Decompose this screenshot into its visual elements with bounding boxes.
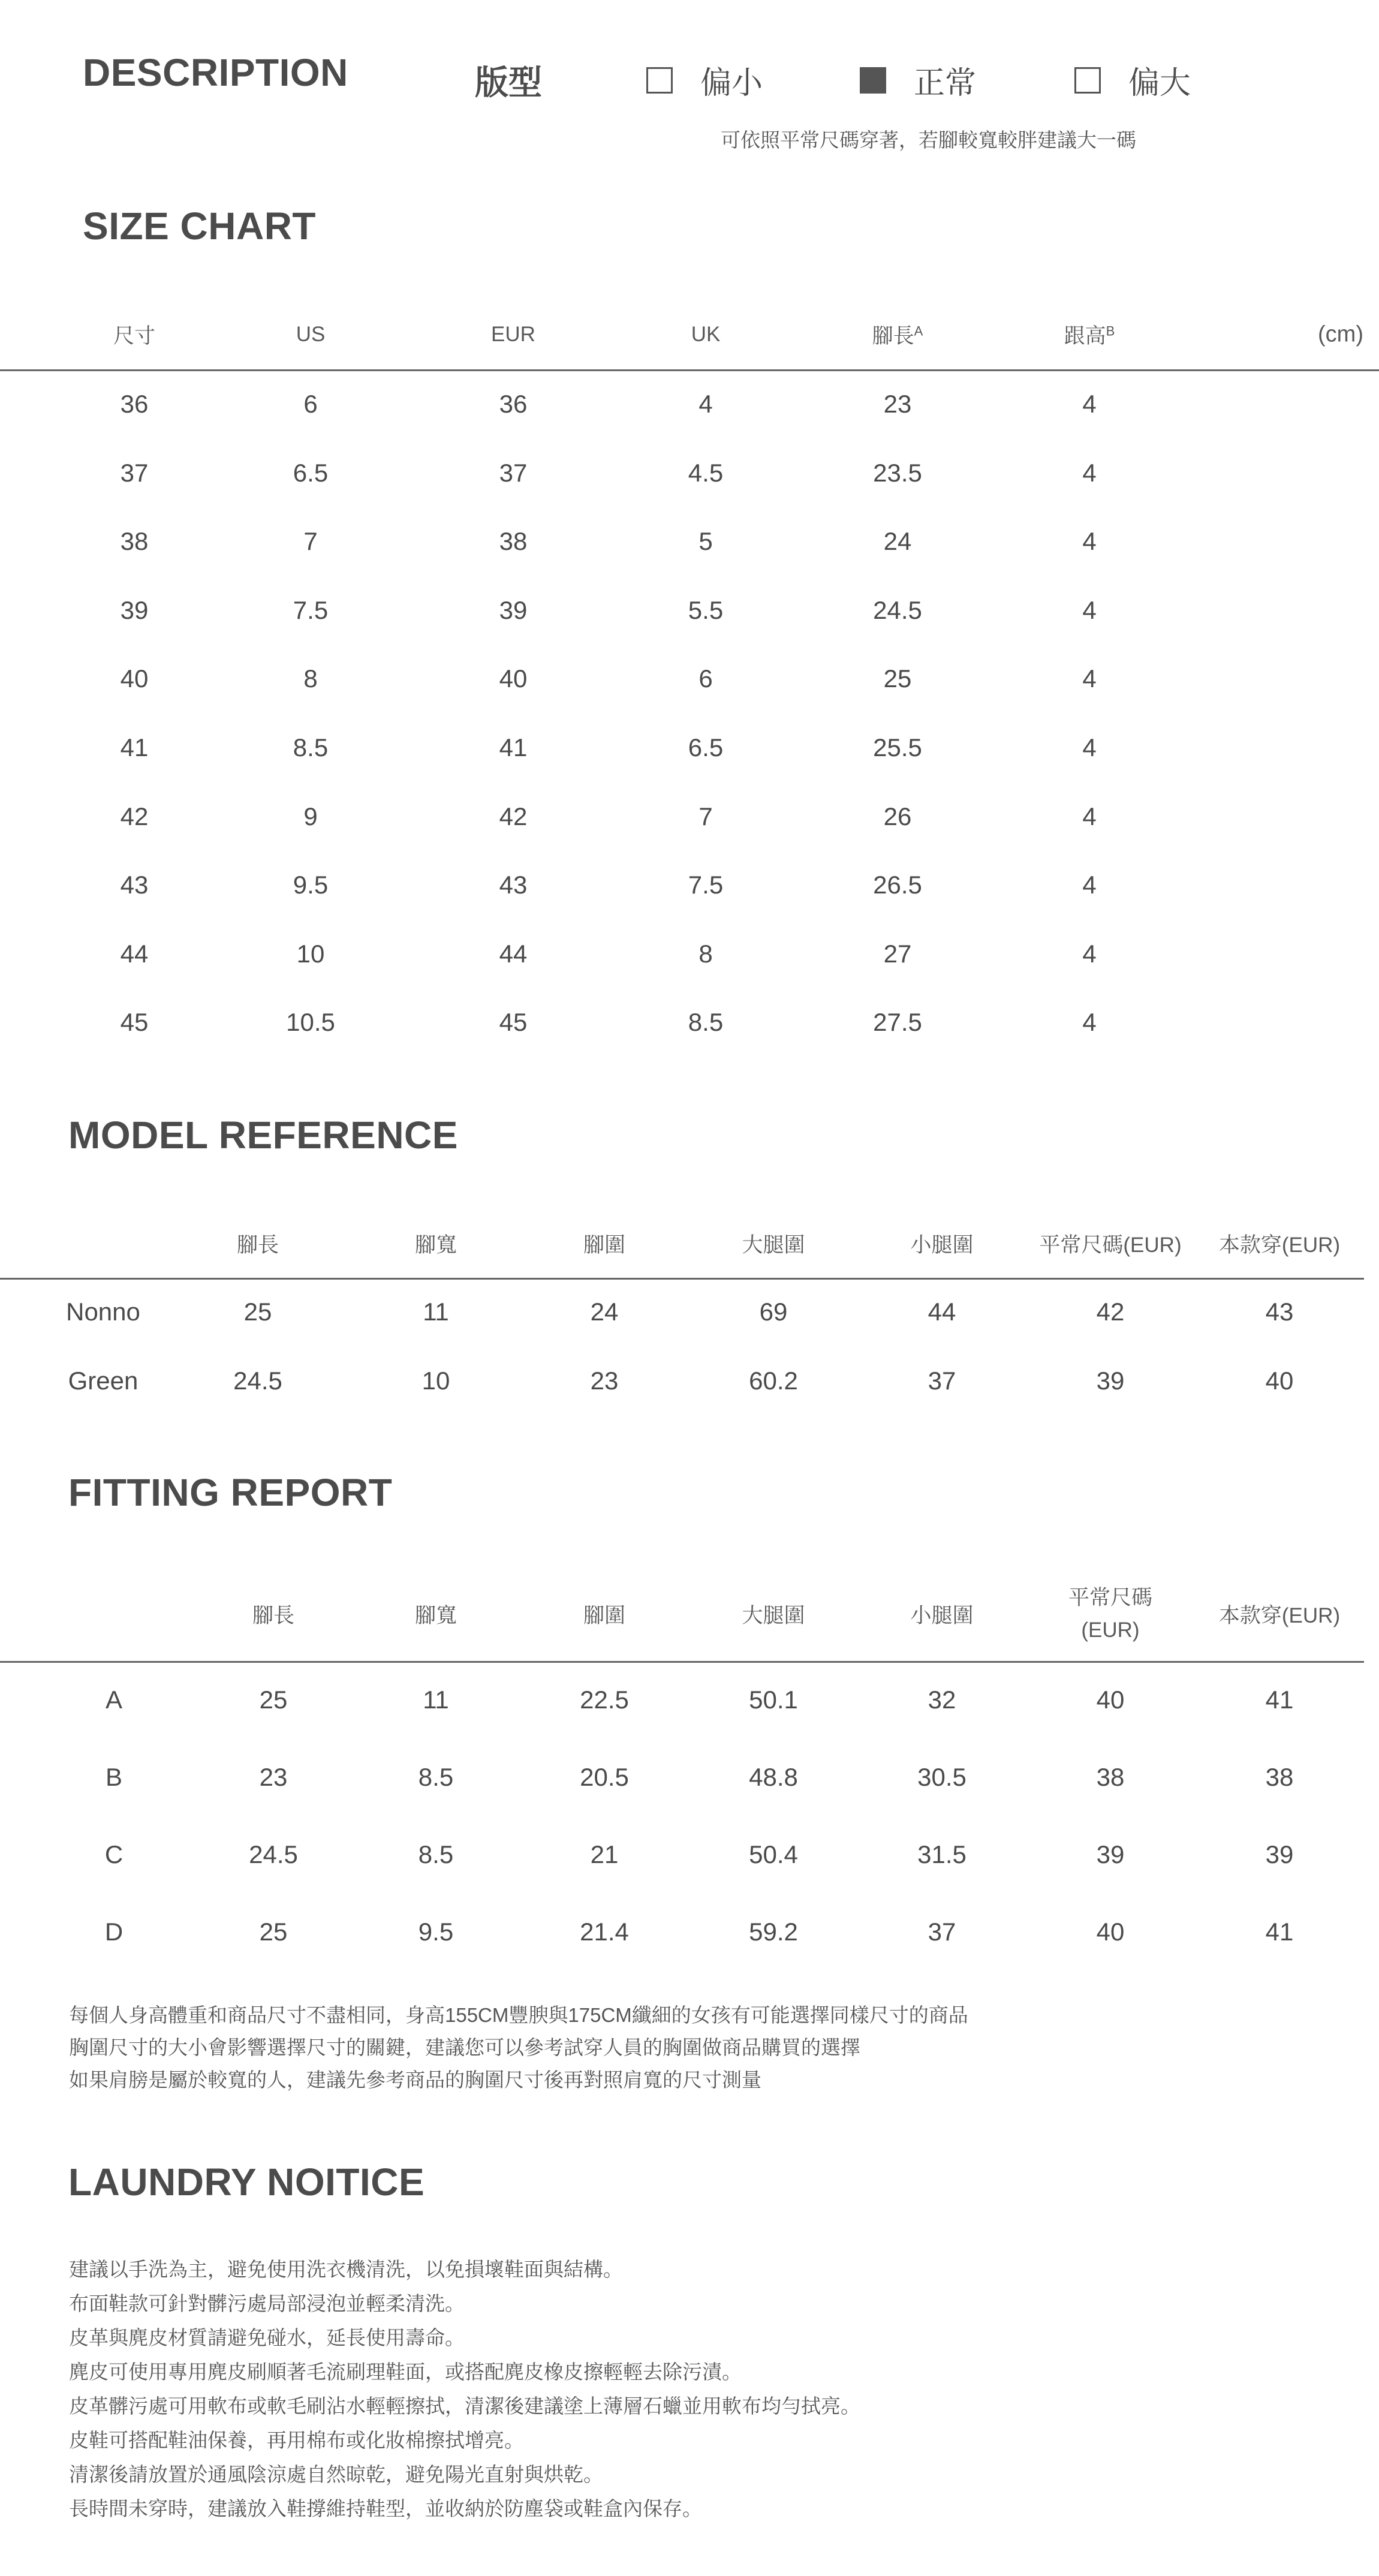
table-cell: 43 xyxy=(120,871,149,899)
table-cell: 8 xyxy=(698,939,713,968)
fit-option-label: 正常 xyxy=(914,66,977,101)
laundry-line: 皮革髒污處可用軟布或軟毛刷沾水輕輕擦拭，清潔後建議塗上薄層石蠟並用軟布均勻拭亮。 xyxy=(69,2395,860,2417)
fit-large-checkbox-icon[interactable] xyxy=(1074,67,1101,94)
table-cell: 25 xyxy=(883,664,912,693)
fit-option-label: 偏小 xyxy=(700,66,763,101)
description-title: DESCRIPTION xyxy=(83,51,348,94)
laundry-line: 建議以手洗為主，避免使用洗衣機清洗，以免損壞鞋面與結構。 xyxy=(69,2258,623,2280)
table-cell: 11 xyxy=(423,1298,449,1326)
table-cell: 5.5 xyxy=(688,595,724,624)
header-usual-size xyxy=(1068,1582,1152,1647)
laundry-line: 麂皮可使用專用麂皮刷順著毛流刷理鞋面，或搭配麂皮橡皮擦輕輕去除污漬。 xyxy=(69,2361,742,2383)
table-cell: 11 xyxy=(423,1686,449,1714)
fit-normal-checkbox-icon[interactable] xyxy=(860,67,886,94)
fit-option-large[interactable] xyxy=(1074,58,1191,103)
table-cell: 69 xyxy=(759,1298,788,1326)
unit-label: (cm) xyxy=(1318,321,1363,347)
header-foot-girth: 腳圍 xyxy=(583,1604,626,1627)
fit-small-checkbox-icon[interactable] xyxy=(646,67,673,94)
table-cell: 44 xyxy=(499,939,528,968)
table-cell: Nonno xyxy=(66,1298,140,1326)
table-cell: 8.5 xyxy=(688,1008,724,1037)
table-cell: 10 xyxy=(296,939,325,968)
table-cell: 59.2 xyxy=(749,1918,798,1946)
table-cell: 31.5 xyxy=(917,1840,966,1868)
table-cell: 7.5 xyxy=(688,871,724,899)
table-cell: 39 xyxy=(120,595,149,624)
table-cell: 4 xyxy=(1082,458,1097,487)
table-cell: 39 xyxy=(499,595,528,624)
table-cell: 44 xyxy=(928,1298,956,1326)
fitting-note-line: 胸圍尺寸的大小會影響選擇尺寸的關鍵，建議您可以參考試穿人員的胸圍做商品購買的選擇 xyxy=(69,2036,860,2059)
table-cell: 10 xyxy=(421,1367,450,1395)
table-cell: 24.5 xyxy=(249,1840,298,1868)
table-cell: 27 xyxy=(883,939,912,968)
table-cell: 24 xyxy=(590,1298,619,1326)
table-cell: 40 xyxy=(1265,1367,1294,1395)
laundry-line: 長時間未穿時，建議放入鞋撐維持鞋型，並收納於防塵袋或鞋盒內保存。 xyxy=(69,2497,702,2520)
header-foot-width: 腳寬 xyxy=(414,1233,457,1257)
table-cell: 40 xyxy=(1096,1918,1125,1946)
table-cell: 9.5 xyxy=(418,1918,454,1946)
table-cell: 4 xyxy=(1082,527,1097,556)
table-cell: 25.5 xyxy=(873,733,922,762)
table-cell: 20.5 xyxy=(580,1763,629,1791)
table-cell: 7.5 xyxy=(293,595,329,624)
laundry-line: 皮革與麂皮材質請避免碰水，延長使用壽命。 xyxy=(69,2327,465,2349)
table-cell: 41 xyxy=(120,733,149,762)
table-cell: A xyxy=(105,1686,123,1714)
header-foot-length: 腳長 xyxy=(252,1604,295,1627)
table-cell: 39 xyxy=(1096,1367,1125,1395)
table-cell: 8.5 xyxy=(418,1840,454,1868)
table-cell: 4 xyxy=(1082,733,1097,762)
table-cell: 9.5 xyxy=(293,871,329,899)
table-cell: 45 xyxy=(499,1008,528,1037)
table-cell: 4.5 xyxy=(688,458,724,487)
table-cell: 37 xyxy=(928,1367,956,1395)
fitting-divider xyxy=(0,1661,1364,1663)
table-cell: 8 xyxy=(303,664,318,693)
table-cell: 40 xyxy=(1096,1686,1125,1714)
table-cell: 25 xyxy=(259,1686,288,1714)
footnote-a: A xyxy=(914,323,923,339)
table-cell: 4 xyxy=(1082,664,1097,693)
table-cell: C xyxy=(104,1840,124,1868)
table-cell: 39 xyxy=(1096,1840,1125,1868)
header-eur: EUR xyxy=(491,323,535,346)
model-divider xyxy=(0,1278,1364,1280)
table-cell: 32 xyxy=(928,1686,956,1714)
table-cell: 6 xyxy=(698,664,713,693)
table-cell: 4 xyxy=(1082,390,1097,418)
header-usual-size-line2: (EUR) xyxy=(1081,1618,1140,1642)
header-foot-width: 腳寬 xyxy=(414,1604,457,1627)
laundry-line: 布面鞋款可針對髒污處局部浸泡並輕柔清洗。 xyxy=(69,2292,465,2315)
table-cell: 23 xyxy=(590,1367,619,1395)
table-cell: 60.2 xyxy=(749,1367,798,1395)
table-cell: 36 xyxy=(120,390,149,418)
table-cell: 6.5 xyxy=(293,458,329,487)
table-cell: 43 xyxy=(1265,1298,1294,1326)
header-uk: UK xyxy=(691,323,721,346)
laundry-notes xyxy=(69,2252,860,2526)
table-cell: 24.5 xyxy=(873,595,922,624)
fitting-note-line: 如果肩膀是屬於較寬的人，建議先參考商品的胸圍尺寸後再對照肩寬的尺寸測量 xyxy=(69,2069,761,2091)
table-cell: 5 xyxy=(698,527,713,556)
table-cell: 4 xyxy=(1082,1008,1097,1037)
table-cell: 23.5 xyxy=(873,458,922,487)
table-cell: 41 xyxy=(1265,1686,1294,1714)
table-cell: 25 xyxy=(243,1298,272,1326)
header-thigh-girth: 大腿圍 xyxy=(742,1233,805,1257)
header-this-style: 本款穿(EUR) xyxy=(1218,1604,1341,1627)
table-cell: 7 xyxy=(303,527,318,556)
fit-note: 可依照平常尺碼穿著，若腳較寬較胖建議大一碼 xyxy=(721,129,1136,151)
table-cell: 41 xyxy=(499,733,528,762)
header-this-style: 本款穿(EUR) xyxy=(1218,1233,1341,1257)
header-thigh-girth: 大腿圍 xyxy=(742,1604,805,1627)
table-cell: 37 xyxy=(499,458,528,487)
table-cell: 45 xyxy=(120,1008,149,1037)
table-cell: 42 xyxy=(499,802,528,830)
table-cell: 38 xyxy=(1265,1763,1294,1791)
fit-label: 版型 xyxy=(475,64,542,101)
table-cell: 6 xyxy=(303,390,318,418)
table-cell: 39 xyxy=(1265,1840,1294,1868)
table-cell: 48.8 xyxy=(749,1763,798,1791)
table-cell: 30.5 xyxy=(917,1763,966,1791)
header-foot-length: 腳長 xyxy=(236,1233,279,1257)
table-cell: 4 xyxy=(1082,802,1097,830)
size-chart-title: SIZE CHART xyxy=(83,204,316,248)
table-cell: 44 xyxy=(120,939,149,968)
fit-option-normal[interactable] xyxy=(860,58,976,103)
fitting-report-title: FITTING REPORT xyxy=(68,1471,393,1514)
table-cell: 38 xyxy=(120,527,149,556)
table-cell: 21 xyxy=(590,1840,619,1868)
table-cell: 25 xyxy=(259,1918,288,1946)
table-cell: 43 xyxy=(499,871,528,899)
table-cell: 41 xyxy=(1265,1918,1294,1946)
table-cell: 36 xyxy=(499,390,528,418)
table-cell: 50.4 xyxy=(749,1840,798,1868)
header-size: 尺寸 xyxy=(113,324,156,348)
header-heel-height: 跟高$^B$ xyxy=(1064,323,1115,348)
table-cell: 40 xyxy=(499,664,528,693)
model-reference-title: MODEL REFERENCE xyxy=(68,1114,458,1157)
table-cell: 4 xyxy=(698,390,713,418)
header-us: US xyxy=(296,323,326,346)
table-cell: B xyxy=(105,1763,123,1791)
table-cell: 4 xyxy=(1082,871,1097,899)
table-cell: 38 xyxy=(499,527,528,556)
fitting-note-line: 每個人身高體重和商品尺寸不盡相同，身高155CM豐腴與175CM纖細的女孩有可能選擇同樣尺寸的商品 xyxy=(69,2004,968,2026)
table-cell: 4 xyxy=(1082,939,1097,968)
fit-option-label: 偏大 xyxy=(1128,66,1191,101)
header-foot-girth: 腳圍 xyxy=(583,1233,626,1257)
table-cell: 24.5 xyxy=(233,1367,282,1395)
header-calf-girth: 小腿圍 xyxy=(910,1604,974,1627)
table-cell: 10.5 xyxy=(286,1008,335,1037)
header-usual-size: 平常尺碼(EUR) xyxy=(1039,1233,1182,1257)
table-cell: 50.1 xyxy=(749,1686,798,1714)
table-cell: 37 xyxy=(928,1918,956,1946)
laundry-line: 皮鞋可搭配鞋油保養，再用棉布或化妝棉擦拭增亮。 xyxy=(69,2429,524,2451)
table-cell: 24 xyxy=(883,527,912,556)
laundry-line: 清潔後請放置於通風陰涼處自然晾乾，避免陽光直射與烘乾。 xyxy=(69,2463,603,2485)
header-usual-size-line1: 平常尺碼 xyxy=(1068,1586,1153,1609)
size-chart-divider xyxy=(0,369,1379,371)
header-foot-length: 腳長$^A$ xyxy=(872,323,923,348)
table-cell: 42 xyxy=(1096,1298,1125,1326)
table-cell: 26 xyxy=(883,802,912,830)
table-cell: 7 xyxy=(698,802,713,830)
table-cell: 9 xyxy=(303,802,318,830)
table-cell: 37 xyxy=(120,458,149,487)
table-cell: 42 xyxy=(120,802,149,830)
table-cell: 23 xyxy=(883,390,912,418)
fitting-notes xyxy=(69,1999,968,2096)
table-cell: 8.5 xyxy=(293,733,329,762)
table-cell: 26.5 xyxy=(873,871,922,899)
table-cell: 38 xyxy=(1096,1763,1125,1791)
table-cell: Green xyxy=(68,1367,138,1395)
table-cell: 22.5 xyxy=(580,1686,629,1714)
table-cell: 4 xyxy=(1082,595,1097,624)
table-cell: 23 xyxy=(259,1763,288,1791)
header-calf-girth: 小腿圍 xyxy=(910,1233,974,1257)
table-cell: 21.4 xyxy=(580,1918,629,1946)
table-cell: 27.5 xyxy=(873,1008,922,1037)
table-cell: D xyxy=(104,1918,124,1946)
fit-option-small[interactable] xyxy=(646,58,763,103)
table-cell: 8.5 xyxy=(418,1763,454,1791)
table-cell: 40 xyxy=(120,664,149,693)
laundry-title: LAUNDRY NOITICE xyxy=(68,2160,425,2204)
table-cell: 6.5 xyxy=(688,733,724,762)
footnote-b: B xyxy=(1106,323,1115,339)
